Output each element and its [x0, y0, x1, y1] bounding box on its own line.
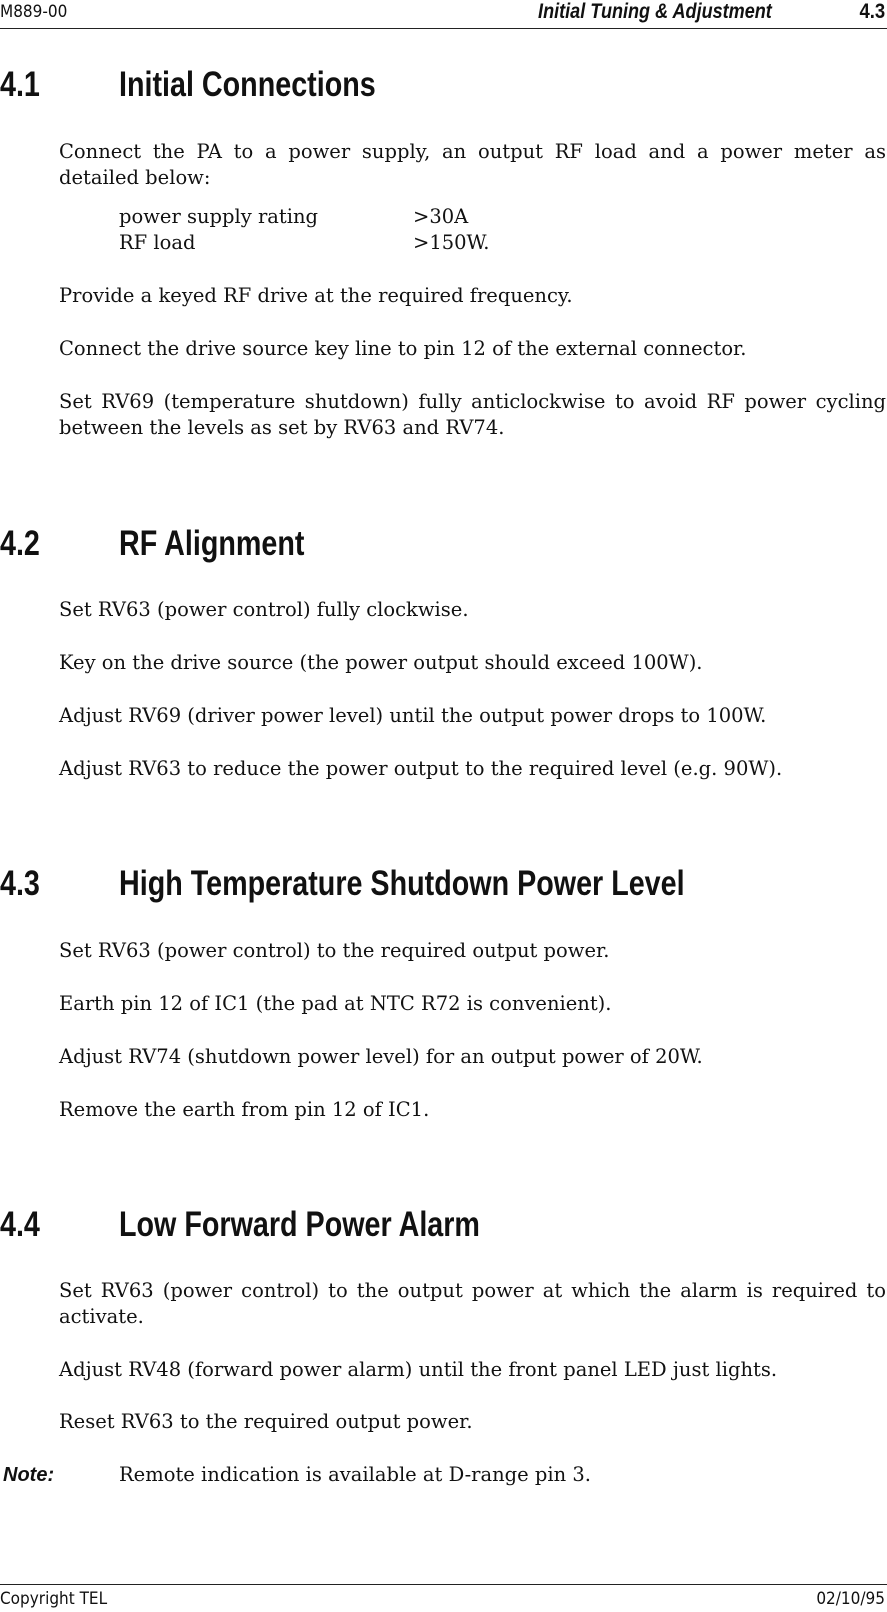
note-text: Remote indication is available at D-range pin 3.: [119, 1463, 591, 1486]
doc-code: M889-00: [0, 2, 68, 22]
header-title: Initial Tuning & Adjustment: [538, 0, 772, 23]
section-number: 4.2: [0, 524, 40, 563]
paragraph: Connect the drive source key line to pin 12 of the external connector.: [59, 337, 747, 360]
spec-value: >30A: [413, 205, 469, 228]
spec-label: power supply rating: [119, 205, 319, 228]
paragraph: Set RV63 (power control) fully clockwise.: [59, 598, 469, 621]
paragraph: Remove the earth from pin 12 of IC1.: [59, 1098, 430, 1121]
paragraph: Adjust RV69 (driver power level) until the output power drops to 100W.: [59, 704, 767, 727]
spec-row: [119, 230, 619, 256]
paragraph: Set RV63 (power control) to the required output power.: [59, 939, 610, 962]
spec-value: >150W.: [413, 231, 490, 254]
paragraph: Connect the PA to a power supply, an output RF load and a power meter as detailed below:: [59, 140, 886, 189]
section-number: 4.1: [0, 65, 40, 104]
section-title: High Temperature Shutdown Power Level: [119, 864, 685, 903]
spec-list: [119, 204, 619, 256]
header-section-number: 4.3: [859, 0, 885, 23]
section-number: 4.3: [0, 864, 40, 903]
page-footer: [0, 1584, 887, 1612]
page-header: [0, 0, 887, 29]
section-title: Initial Connections: [119, 65, 376, 104]
section-title: RF Alignment: [119, 524, 305, 563]
paragraph: Key on the drive source (the power output should exceed 100W).: [59, 651, 703, 674]
paragraph: Reset RV63 to the required output power.: [59, 1410, 473, 1433]
footer-copyright: Copyright TEL: [0, 1589, 108, 1609]
spec-row: [119, 204, 619, 230]
paragraph: Adjust RV74 (shutdown power level) for an output power of 20W.: [59, 1045, 703, 1068]
paragraph: Adjust RV63 to reduce the power output to the required level (e.g. 90W).: [59, 757, 783, 780]
paragraph: Earth pin 12 of IC1 (the pad at NTC R72 is convenient).: [59, 992, 612, 1015]
paragraph: Provide a keyed RF drive at the required frequency.: [59, 284, 573, 307]
section-number: 4.4: [0, 1205, 40, 1244]
footer-date: 02/10/95: [816, 1589, 885, 1609]
note-label: Note:: [3, 1464, 55, 1486]
section-title: Low Forward Power Alarm: [119, 1205, 480, 1244]
spec-label: RF load: [119, 231, 196, 254]
paragraph: Set RV63 (power control) to the output power at which the alarm is required to activate.: [59, 1279, 886, 1328]
paragraph: Set RV69 (temperature shutdown) fully anticlockwise to avoid RF power cycling between the levels as set by RV63 and RV74.: [59, 390, 886, 439]
paragraph: Adjust RV48 (forward power alarm) until the front panel LED just lights.: [59, 1358, 778, 1381]
